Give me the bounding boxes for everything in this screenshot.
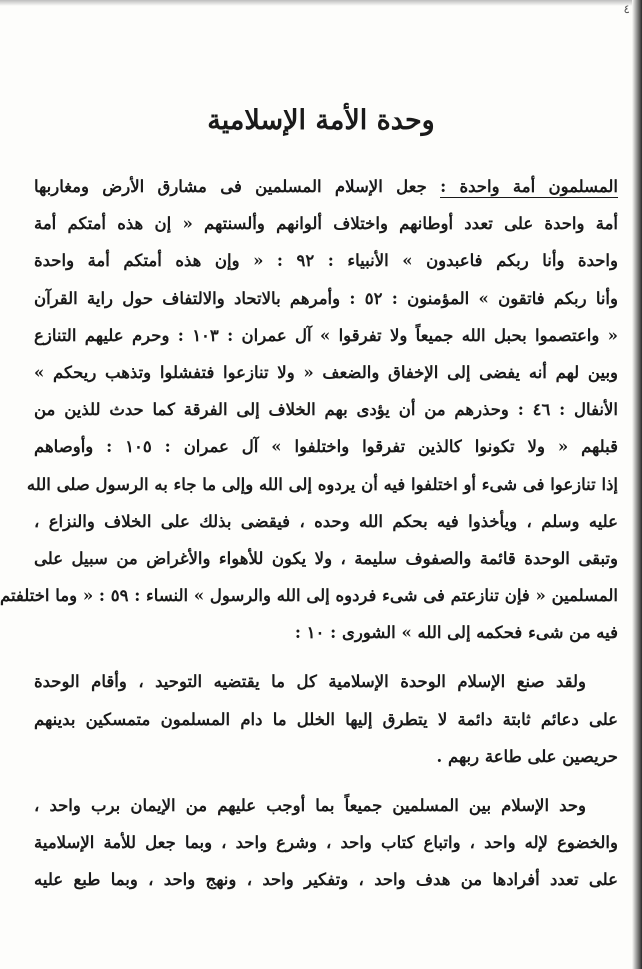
text-line: إذا تنازعوا فى شىء أو اختلفوا فيه أن يردوه إلى الله وإلى ما جاء به الرسول صلى الله xyxy=(26,474,618,494)
text-line: ولقد صنع الإسلام الوحدة الإسلامية كل ما يقتضيه التوحيد ، وأقام الوحدة xyxy=(34,672,586,692)
text-line: على تعدد أفرادها من هدف واحد ، وتفكير واحد ، ونهج واحد ، وبما طبع عليه xyxy=(34,870,618,890)
text-line: الأنفال : ٤٦ : وحذرهم من أن يؤدى بهم الخلاف إلى الفرقة كما حدث للذين من xyxy=(34,400,618,420)
text-line: « واعتصموا بحبل الله جميعاً ولا تفرقوا » آل عمران : ١٠٣ : وحرم عليهم التنازع xyxy=(34,325,618,345)
page-title: وحدة الأمة الإسلامية xyxy=(207,105,435,136)
line-text: جعل الإسلام المسلمين فى مشارق الأرض ومغاربها xyxy=(34,177,427,196)
text-line: وبين لهم أنه يفضى إلى الإخفاق والضعف « ولا تنازعوا فتفشلوا وتذهب ريحكم » xyxy=(34,362,618,382)
section-lead-in: المسلمون أمة واحدة : xyxy=(440,177,618,196)
text-line: واحدة وأنا ربكم فاعبدون » الأنبياء : ٩٢ : « وإن هذه أمتكم أمة واحدة xyxy=(34,251,618,271)
body-text xyxy=(0,168,618,899)
text-line: وأنا ربكم فاتقون » المؤمنون : ٥٢ : وأمرهم بالاتحاد والالتفاف حول راية القرآن xyxy=(34,288,618,308)
text-line: المسلمين « فإن تنازعتم فى شىء فردوه إلى الله والرسول » النساء : ٥٩ : « وما اختلفتم xyxy=(0,586,618,606)
text-line xyxy=(34,168,618,205)
text-line: على دعائم ثابتة دائمة لا يتطرق إليها الخلل ما دام المسلمون متمسكين بدينهم xyxy=(34,709,618,729)
text-line: فيه من شىء فحكمه إلى الله » الشورى : ١٠ : xyxy=(294,623,618,643)
text-line: عليه وسلم ، ويأخذوا فيه بحكم الله وحده ، فيقضى بذلك على الخلاف والنزاع ، xyxy=(34,511,618,531)
text-line: وحد الإسلام بين المسلمين جميعاً بما أوجب عليهم من الإيمان برب واحد ، xyxy=(34,796,586,815)
text-line: وتبقى الوحدة قائمة والصفوف سليمة ، ولا يكون للأهواء والأغراض من سبيل على xyxy=(34,548,618,568)
page-top-edge xyxy=(0,0,642,6)
page-right-edge xyxy=(632,0,642,969)
text-line: قبلهم « ولا تكونوا كالذين تفرقوا واختلفوا » آل عمران : ١٠٥ : وأوصاهم xyxy=(34,437,618,457)
corner-mark: ٤ xyxy=(623,2,630,16)
text-line: والخضوع لإله واحد ، واتباع كتاب واحد ، وشرع واحد ، وبما جعل للأمة الإسلامية xyxy=(34,833,618,853)
text-line: أمة واحدة على تعدد أوطانهم واختلاف ألوانهم وألسنتهم « إن هذه أمتكم أمة xyxy=(34,214,618,234)
text-line: حريصين على طاعة ربهم . xyxy=(436,746,618,766)
